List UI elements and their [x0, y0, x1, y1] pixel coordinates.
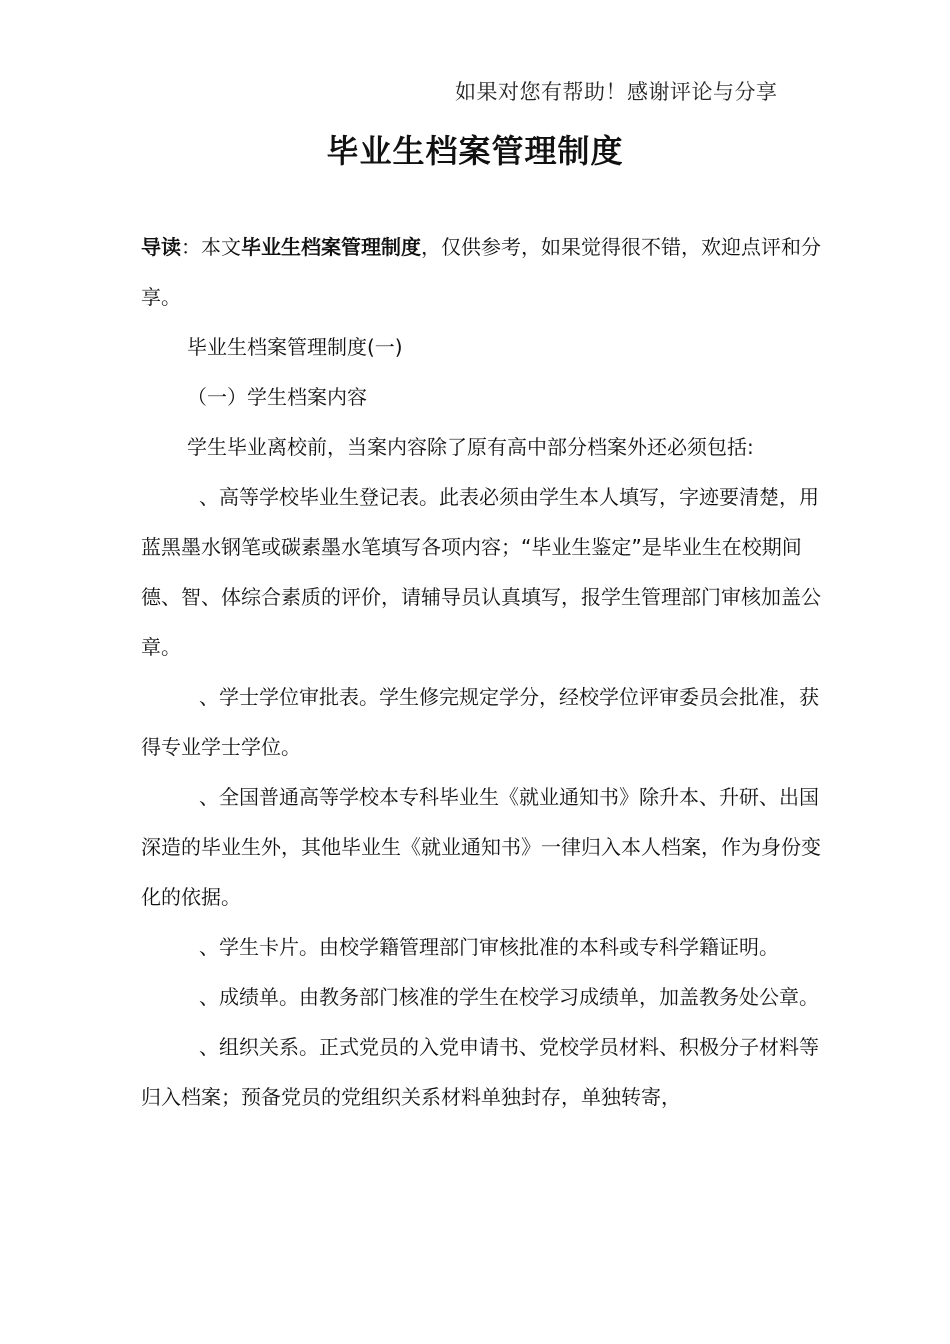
intro-rest: ，仅供参考，如果觉得很不错，欢迎点评和分享。 — [141, 235, 821, 309]
list-item: 、组织关系。正式党员的入党申请书、党校学员材料、积极分子材料等归入档案；预备党员的党组织关系材料单独封存，单独转寄， — [141, 1035, 819, 1109]
document-body — [141, 222, 831, 1122]
list-item: 、学生卡片。由校学籍管理部门审核批准的本科或专科学籍证明。 — [199, 935, 779, 959]
list-item: 、高等学校毕业生登记表。此表必须由学生本人填写，字迹要清楚，用蓝黑墨水钢笔或碳素墨水笔填写各项内容；“毕业生鉴定”是毕业生在校期间德、智、体综合素质的评价，请辅导员认真填写，报学生管理部门审核加盖公章。 — [141, 485, 821, 659]
lead-paragraph: 学生毕业离校前，当案内容除了原有高中部分档案外还必须包括: — [187, 435, 754, 459]
document-title: 毕业生档案管理制度 — [326, 132, 624, 170]
section-heading: 毕业生档案管理制度(一) — [187, 335, 403, 359]
intro-topic: 毕业生档案管理制度 — [241, 235, 421, 259]
list-item: 、成绩单。由教务部门核准的学生在校学习成绩单，加盖教务处公章。 — [199, 985, 819, 1009]
intro-paragraph — [141, 222, 831, 322]
list-item: 、全国普通高等学校本专科毕业生《就业通知书》除升本、升研、出国深造的毕业生外，其他毕业生《就业通知书》一律归入本人档案，作为身份变化的依据。 — [141, 785, 821, 909]
header-note: 如果对您有帮助！感谢评论与分享 — [455, 80, 778, 104]
intro-label: 导读 — [141, 235, 181, 259]
intro-colon: ：本文 — [181, 235, 241, 259]
list-item: 、学士学位审批表。学生修完规定学分，经校学位评审委员会批准，获得专业学士学位。 — [141, 685, 819, 759]
subsection-heading: （一）学生档案内容 — [187, 385, 367, 409]
